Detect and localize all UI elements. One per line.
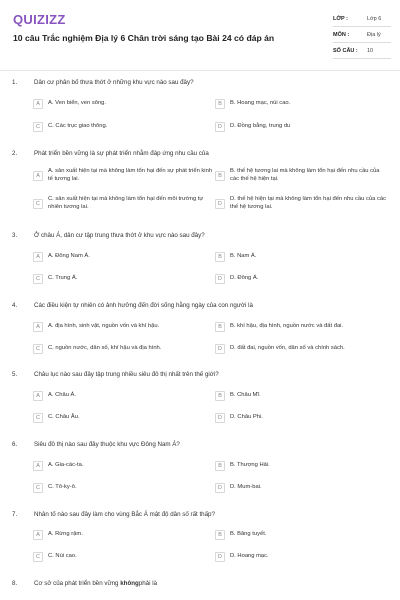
meta-label: SỐ CÂU : <box>333 48 358 54</box>
option-b[interactable] <box>215 530 390 540</box>
option-c[interactable] <box>33 196 213 211</box>
option-letter-box: C <box>33 199 43 209</box>
option-letter-box: D <box>215 274 225 284</box>
option-text: D. Đồng bằng, trung du <box>230 123 291 130</box>
question-text: Phát triển bền vững là sự phát triển nhằm đáp ứng nhu cầu của <box>34 150 209 157</box>
option-letter-box: C <box>33 274 43 284</box>
option-letter-box: C <box>33 483 43 493</box>
option-text: B. Thượng Hải. <box>230 462 270 469</box>
option-a[interactable] <box>33 322 213 332</box>
option-text: D. thế hệ hiện tại mà không làm tổn hại đến nhu cầu của các thế hệ tương lai. <box>230 196 386 210</box>
option-text: A. Ven biển, ven sông. <box>48 100 107 107</box>
option-b[interactable] <box>215 168 390 183</box>
question-number: 1. <box>12 79 18 86</box>
option-d[interactable] <box>215 122 390 132</box>
option-letter-box: C <box>33 413 43 423</box>
option-c[interactable] <box>33 483 213 493</box>
question-text-start: Cơ sở của phát triển bền vững <box>34 580 121 587</box>
option-letter-box: B <box>215 322 225 332</box>
question-number: 5. <box>12 371 18 378</box>
option-text: B. thế hệ tương lai mà không làm tổn hại đến nhu cầu của các thế hệ hiện tại. <box>230 168 380 182</box>
divider <box>333 42 391 43</box>
option-letter-box: B <box>215 530 225 540</box>
quizizz-logo: QUIZIZZ <box>13 12 66 27</box>
meta-value: 10 <box>367 48 374 54</box>
option-b[interactable] <box>215 252 390 262</box>
option-letter-box: C <box>33 344 43 354</box>
option-c[interactable] <box>33 274 213 284</box>
option-text: D. Đông Á. <box>230 275 259 282</box>
meta-subject <box>333 29 391 43</box>
option-text: A. Châu Á. <box>48 392 77 399</box>
option-c[interactable] <box>33 344 213 354</box>
question-text: Châu lục nào sau đây tập trung nhiều siêu đô thị nhất trên thế giới? <box>34 371 219 378</box>
question-number: 6. <box>12 441 18 448</box>
option-c[interactable] <box>33 552 213 562</box>
meta-label: MÔN : <box>333 32 350 38</box>
option-letter-box: A <box>33 252 43 262</box>
option-letter-box: D <box>215 552 225 562</box>
meta-label: LỚP : <box>333 16 348 22</box>
option-text: A. sản xuất hiện tại mà không làm tổn hại đến sự phát triển kinh tế tương lai. <box>48 168 213 182</box>
question-text <box>34 580 384 587</box>
option-letter-box: B <box>215 171 225 181</box>
option-letter-box: B <box>215 461 225 471</box>
option-text: B. Châu Mĩ. <box>230 392 261 399</box>
option-text: A. Rừng rậm. <box>48 531 83 538</box>
option-text: D. đất đai, nguồn vốn, dân số và chính sách. <box>230 345 345 352</box>
option-a[interactable] <box>33 99 213 109</box>
question-text-emphasis: không <box>120 580 139 587</box>
option-b[interactable] <box>215 99 390 109</box>
meta-grade <box>333 13 391 27</box>
option-a[interactable] <box>33 461 213 471</box>
option-letter-box: D <box>215 122 225 132</box>
option-b[interactable] <box>215 322 390 332</box>
option-a[interactable] <box>33 391 213 401</box>
option-d[interactable] <box>215 413 390 423</box>
option-text: C. Trung Á. <box>48 275 78 282</box>
option-d[interactable] <box>215 274 390 284</box>
option-text: C. sản xuất hiện tại mà không làm tổn hại đến môi trường tự nhiên tương lai. <box>48 196 204 210</box>
option-d[interactable] <box>215 196 390 211</box>
divider <box>333 58 391 59</box>
meta-question-count <box>333 45 391 59</box>
option-d[interactable] <box>215 552 390 562</box>
option-b[interactable] <box>215 461 390 471</box>
option-a[interactable] <box>33 530 213 540</box>
question-number: 8. <box>12 580 18 587</box>
option-letter-box: D <box>215 413 225 423</box>
option-c[interactable] <box>33 122 213 132</box>
option-c[interactable] <box>33 413 213 423</box>
option-a[interactable] <box>33 168 213 183</box>
option-b[interactable] <box>215 391 390 401</box>
option-text: C. Tô-ky-ô. <box>48 484 77 491</box>
page-header <box>0 0 400 70</box>
option-letter-box: C <box>33 122 43 132</box>
option-text: C. Các trục giao thông. <box>48 123 108 130</box>
option-d[interactable] <box>215 483 390 493</box>
option-letter-box: B <box>215 99 225 109</box>
option-text: B. Băng tuyết. <box>230 531 267 538</box>
divider <box>333 26 391 27</box>
question-number: 2. <box>12 150 18 157</box>
option-letter-box: A <box>33 322 43 332</box>
document-title: 10 câu Trắc nghiệm Địa lý 6 Chân trời sáng tạo Bài 24 có đáp án <box>13 33 275 43</box>
option-text: B. Hoang mạc, núi cao. <box>230 100 291 107</box>
question-number: 4. <box>12 302 18 309</box>
option-text: A. Gia-các-ta. <box>48 462 84 469</box>
option-letter-box: A <box>33 461 43 471</box>
option-letter-box: D <box>215 344 225 354</box>
option-letter-box: B <box>215 391 225 401</box>
question-text: Ở châu Á, dân cư tập trung thưa thớt ở khu vực nào sau đây? <box>34 232 205 239</box>
option-letter-box: A <box>33 530 43 540</box>
option-text: C. Châu Âu. <box>48 414 80 421</box>
option-text: A. Đông Nam Á. <box>48 253 90 260</box>
question-text-end: phải là <box>138 580 158 587</box>
question-text: Nhân tố nào sau đây làm cho vùng Bắc Á mật độ dân số rất thấp? <box>34 511 215 518</box>
option-letter-box: A <box>33 99 43 109</box>
meta-value: Địa lý <box>367 32 381 38</box>
option-text: C. nguồn nước, dân số, khí hậu và địa hình. <box>48 345 162 352</box>
option-text: D. Châu Phi. <box>230 414 263 421</box>
option-letter-box: A <box>33 391 43 401</box>
option-letter-box: D <box>215 199 225 209</box>
option-a[interactable] <box>33 252 213 262</box>
question-number: 7. <box>12 511 18 518</box>
option-text: D. Mum-bai. <box>230 484 262 491</box>
meta-value: Lớp 6 <box>367 16 382 22</box>
option-d[interactable] <box>215 344 390 354</box>
option-letter-box: D <box>215 483 225 493</box>
option-text: A. địa hình, sinh vật, nguồn vốn và khí hậu. <box>48 323 160 330</box>
question-text: Dân cư phân bố thưa thớt ở những khu vực nào sau đây? <box>34 79 194 86</box>
option-text: B. khí hậu, địa hình, nguồn nước và đất đai. <box>230 323 344 330</box>
question-text: Các điều kiện tự nhiên có ảnh hưởng đến đời sống hằng ngày của con người là <box>34 302 253 309</box>
option-letter-box: A <box>33 171 43 181</box>
question-text: Siêu đô thị nào sau đây thuộc khu vực Đông Nam Á? <box>34 441 180 448</box>
option-letter-box: B <box>215 252 225 262</box>
question-number: 3. <box>12 232 18 239</box>
option-letter-box: C <box>33 552 43 562</box>
option-text: B. Nam Á. <box>230 253 257 260</box>
option-text: D. Hoang mạc. <box>230 553 269 560</box>
header-divider <box>0 70 400 71</box>
option-text: C. Núi cao. <box>48 553 77 560</box>
